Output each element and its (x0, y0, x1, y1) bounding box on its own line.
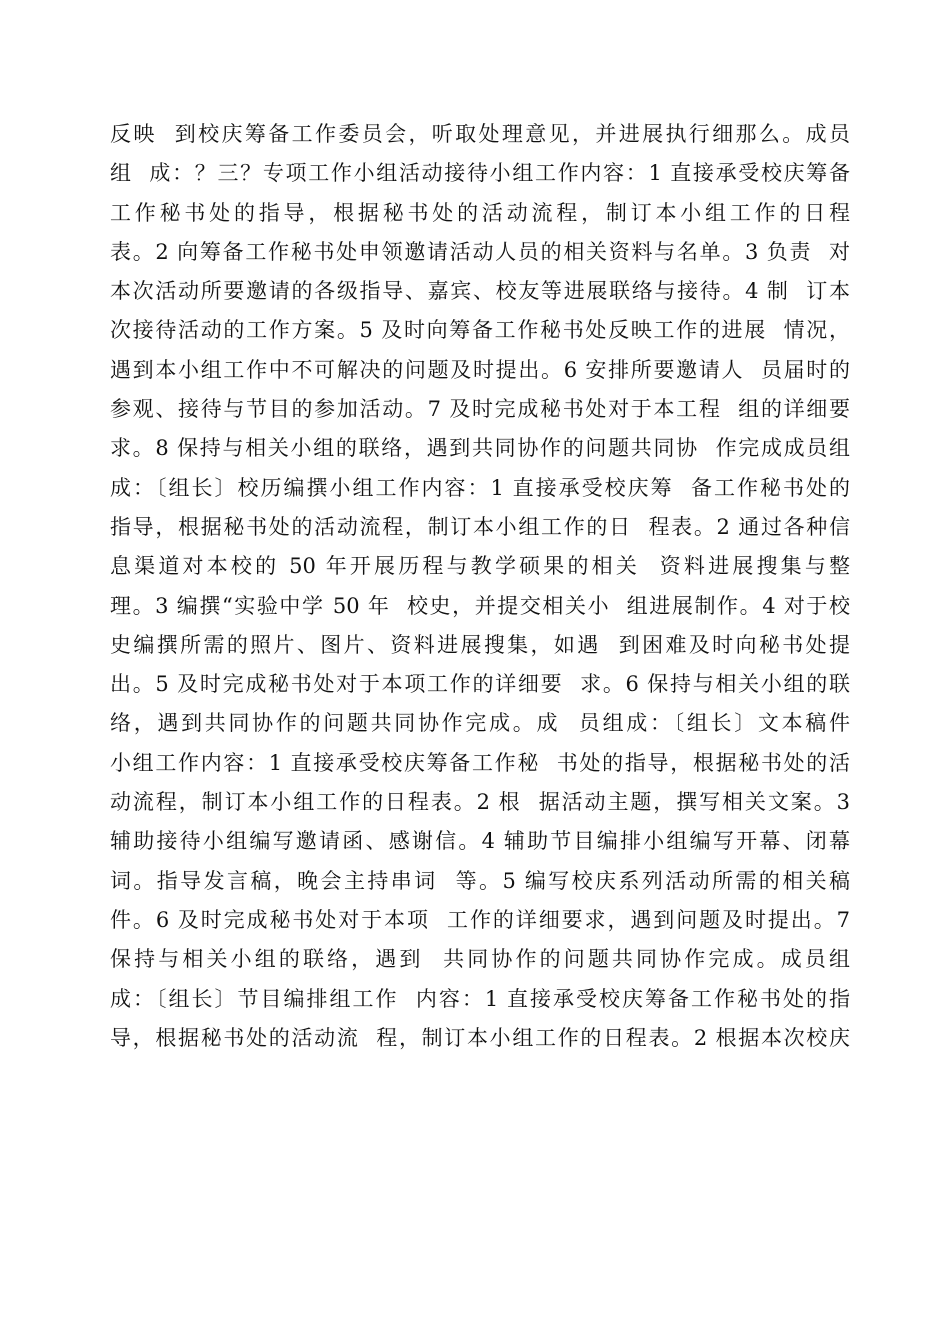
text-line: 史编撰所需的照片、图片、资料进展搜集，如遇 到困难及时向秘书处提 (110, 632, 850, 657)
text-line: 反映 到校庆筹备工作委员会，听取处理意见，并进展执行细那么。成员 (110, 122, 850, 146)
text-line: 小组工作内容：1 直接承受校庆筹备工作秘 书处的指导，根据秘书处的活 (110, 750, 850, 775)
text-line: 导，根据秘书处的活动流 程，制订本小组工作的日程表。2 根据本次校庆 (110, 1025, 850, 1050)
text-line: 词。指导发言稿，晚会主持串词 等。5 编写校庆系列活动所需的相关稿 (110, 868, 850, 893)
text-line: 工作秘书处的指导，根据秘书处的活动流程，制订本小组工作的日程 (110, 200, 850, 225)
text-line: 遇到本小组工作中不可解决的问题及时提出。6 安排所要邀请人 员届时的 (110, 357, 850, 382)
text-line: 表。2 向筹备工作秘书处申领邀请活动人员的相关资料与名单。3 负责 对 (110, 239, 850, 264)
text-line: 本次活动所要邀请的各级指导、嘉宾、校友等进展联络与接待。4 制 订本 (110, 279, 850, 304)
text-line: 组 成：？三？专项工作小组活动接待小组工作内容：1 直接承受校庆筹备 (110, 161, 850, 186)
text-line: 理。3 编撰“实验中学 50 年 校史，并提交相关小 组进展制作。4 对于校 (110, 593, 850, 618)
text-line: 件。6 及时完成秘书处对于本项 工作的详细要求，遇到问题及时提出。7 (110, 907, 850, 932)
text-line: 指导，根据秘书处的活动流程，制订本小组工作的日 程表。2 通过各种信 (110, 514, 850, 539)
body-paragraph (110, 115, 850, 1058)
text-line: 参观、接待与节目的参加活动。7 及时完成秘书处对于本工程 组的详细要 (110, 397, 850, 422)
text-line: 成：〔组长〕校历编撰小组工作内容：1 直接承受校庆筹 备工作秘书处的 (110, 475, 850, 500)
text-line: 动流程，制订本小组工作的日程表。2 根 据活动主题，撰写相关文案。3 (110, 790, 850, 815)
text-line: 息渠道对本校的 50 年开展历程与教学硕果的相关 资料进展搜集与整 (110, 554, 850, 579)
text-line: 辅助接待小组编写邀请函、感谢信。4 辅助节目编排小组编写开幕、闭幕 (110, 829, 850, 854)
text-line: 保持与相关小组的联络，遇到 共同协作的问题共同协作完成。成员组 (110, 947, 850, 972)
text-line: 求。8 保持与相关小组的联络，遇到共同协作的问题共同协 作完成成员组 (110, 436, 850, 461)
text-line: 成：〔组长〕节目编排组工作 内容：1 直接承受校庆筹备工作秘书处的指 (110, 986, 850, 1011)
text-line: 次接待活动的工作方案。5 及时向筹备工作秘书处反映工作的进展 情况， (110, 318, 850, 343)
text-line: 出。5 及时完成秘书处对于本项工作的详细要 求。6 保持与相关小组的联 (110, 672, 850, 697)
text-line: 络，遇到共同协作的问题共同协作完成。成 员组成：〔组长〕文本稿件 (110, 711, 850, 736)
